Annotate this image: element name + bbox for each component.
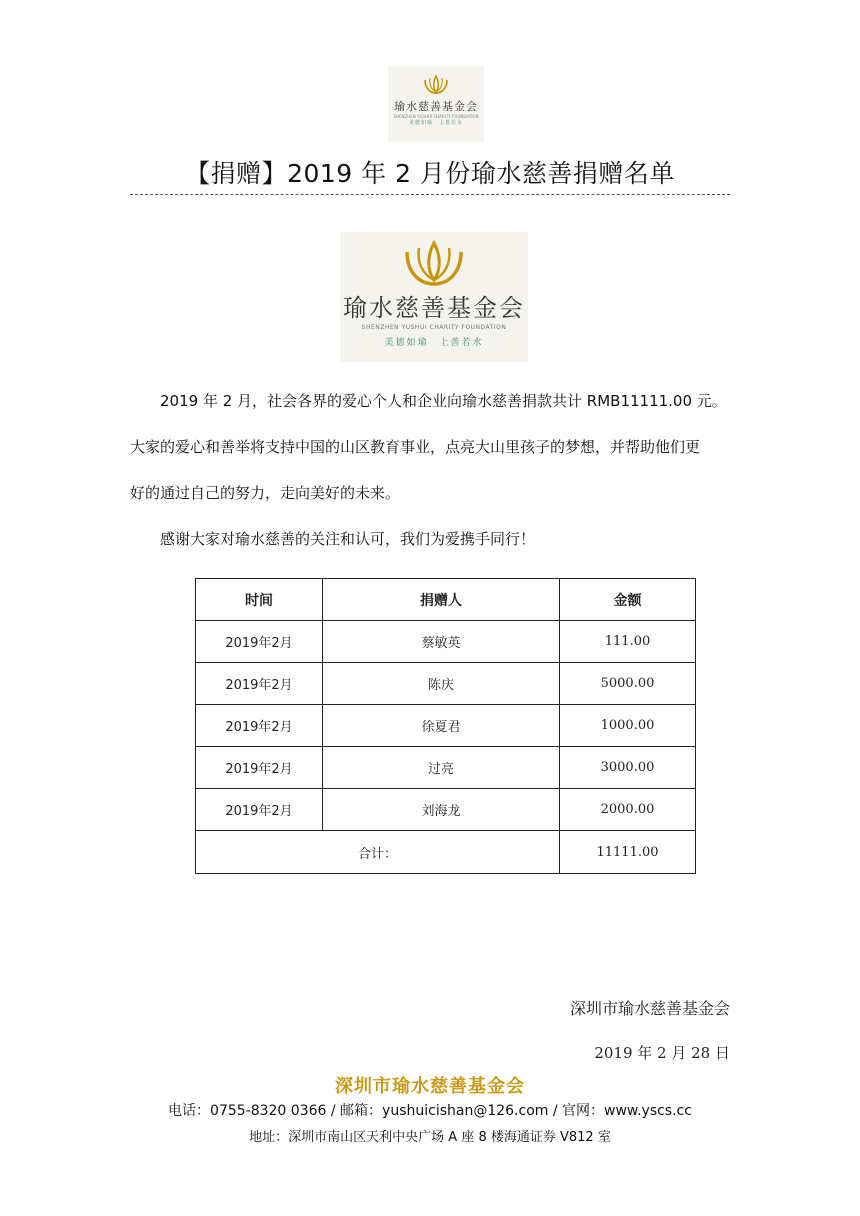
cell-date: 2019年2月 (196, 705, 323, 747)
signature-date: 2019 年 2 月 28 日 (594, 1044, 730, 1062)
table-row (196, 663, 696, 705)
cell-amount: 2000.00 (560, 789, 696, 831)
center-logo (340, 232, 528, 362)
intro-paragraph-line2: 大家的爱心和善举将支持中国的山区教育事业，点亮大山里孩子的梦想，并帮助他们更 (130, 438, 701, 456)
cell-date: 2019年2月 (196, 789, 323, 831)
logo-motto: 美德如瑜 上善若水 (384, 338, 484, 348)
table-row (196, 621, 696, 663)
page-title: 【捐赠】2019 年 2 月份瑜水慈善捐赠名单 (185, 159, 675, 188)
cell-donor: 蔡敏英 (323, 621, 560, 663)
intro-paragraph-line1: 2019 年 2 月，社会各界的爱心个人和企业向瑜水慈善捐款共计 RMB11111.00 元。 (160, 392, 727, 410)
intro-paragraph-line3: 好的通过自己的努力，走向美好的未来。 (130, 484, 401, 502)
header-logo (388, 66, 484, 142)
table-header-row (196, 579, 696, 621)
logo-subtitle: SHENZHEN YUSHUI CHARITY FOUNDATION (361, 324, 507, 331)
title-divider (130, 194, 730, 195)
cell-amount: 5000.00 (560, 663, 696, 705)
table-row (196, 705, 696, 747)
cell-donor: 陈庆 (323, 663, 560, 705)
footer-contact: 电话：0755-8320 0366 / 邮箱：yushuicishan@126.com / 官网：www.yscs.cc (168, 1103, 692, 1119)
logo-motto: 美德如瑜 上善若水 (408, 120, 463, 126)
cell-amount: 3000.00 (560, 747, 696, 789)
total-amount: 11111.00 (560, 831, 696, 874)
cell-donor: 徐夏君 (323, 705, 560, 747)
lotus-icon (399, 240, 469, 290)
cell-donor: 过亮 (323, 747, 560, 789)
total-label: 合计： (196, 831, 560, 874)
signature-org: 深圳市瑜水慈善基金会 (569, 999, 730, 1018)
thanks-paragraph: 感谢大家对瑜水慈善的关注和认可，我们为爱携手同行！ (160, 530, 536, 548)
logo-name: 瑜水慈善基金会 (394, 100, 478, 113)
footer-address: 地址：深圳市南山区天利中央广场 A 座 8 楼海通证券 V812 室 (249, 1130, 611, 1145)
table-row (196, 747, 696, 789)
header-donor: 捐赠人 (323, 579, 560, 621)
table-total-row (196, 831, 696, 874)
donation-table (195, 578, 696, 874)
cell-amount: 111.00 (560, 621, 696, 663)
cell-date: 2019年2月 (196, 621, 323, 663)
cell-date: 2019年2月 (196, 663, 323, 705)
lotus-icon (421, 74, 451, 96)
footer-org-name: 深圳市瑜水慈善基金会 (335, 1076, 525, 1097)
logo-name: 瑜水慈善基金会 (343, 294, 525, 322)
logo-subtitle: SHENZHEN YUSHUI CHARITY FOUNDATION (393, 114, 479, 119)
cell-amount: 1000.00 (560, 705, 696, 747)
table-row (196, 789, 696, 831)
header-amount: 金额 (560, 579, 696, 621)
cell-donor: 刘海龙 (323, 789, 560, 831)
header-date: 时间 (196, 579, 323, 621)
cell-date: 2019年2月 (196, 747, 323, 789)
